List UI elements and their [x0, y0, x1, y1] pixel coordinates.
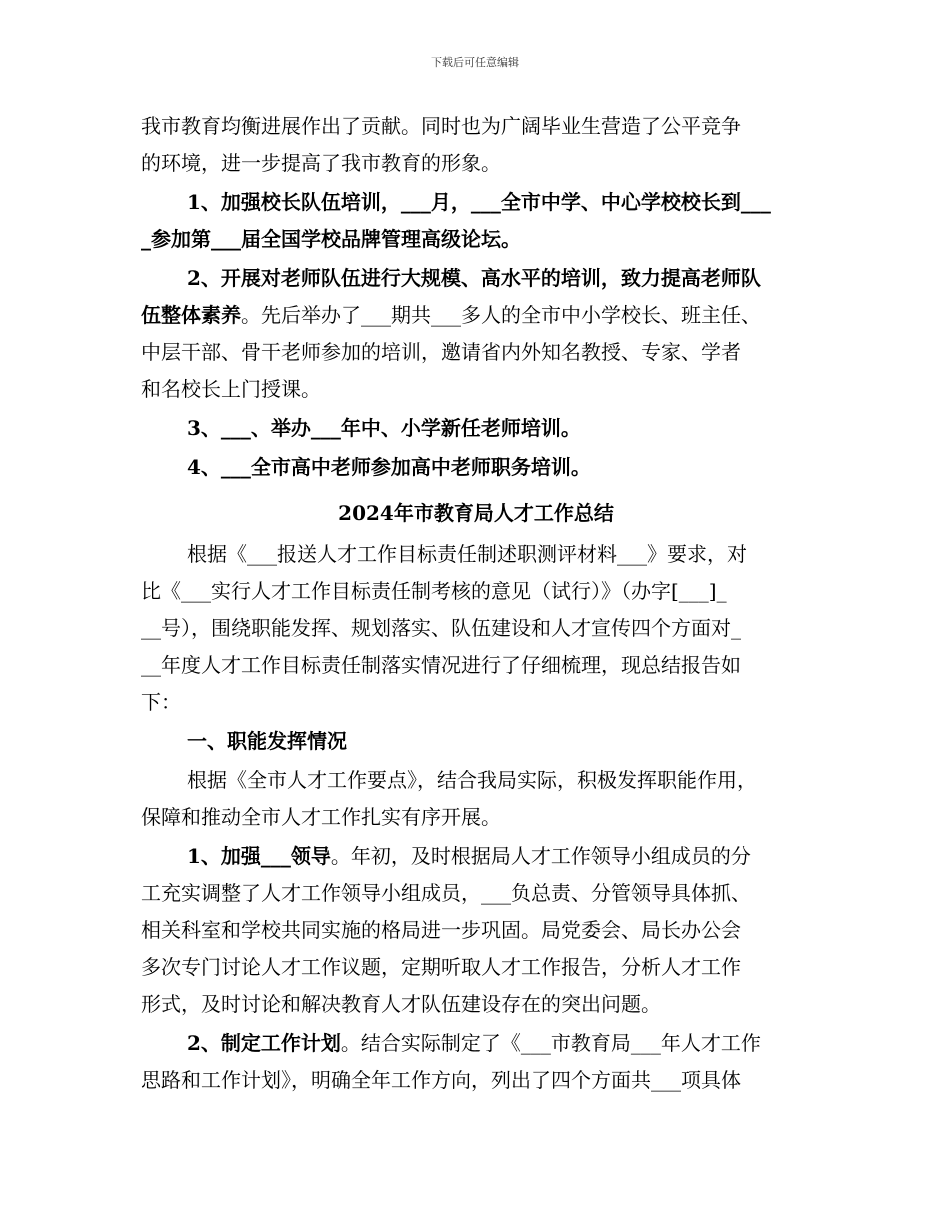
paragraph-line: 工充实调整了人才工作领导小组成员，___负总责、分管领导具体抓、	[141, 881, 751, 905]
document-body	[141, 108, 811, 1099]
paragraph-line: __年度人才工作目标责任制落实情况进行了仔细梳理，现总结报告如	[141, 653, 741, 677]
list-item-1: 1、加强校长队伍培训，___月，___全市中学、中心学校校长到___	[187, 190, 771, 214]
paragraph-line: 多次专门讨论人才工作议题，定期听取人才工作报告，分析人才工作	[141, 955, 741, 979]
list-item-1-cont: _参加第___届全国学校品牌管理高级论坛。	[141, 227, 521, 251]
list-item-4: 4、___全市高中老师参加高中老师职务培训。	[187, 455, 591, 479]
page-header: 下载后可任意编辑	[431, 56, 519, 69]
paragraph-line: 中层干部、骨干老师参加的培训，邀请省内外知名教授、专家、学者	[141, 340, 741, 364]
section-title: 2024年市教育局人才工作总结	[338, 501, 614, 525]
paragraph-line: 根据《___报送人才工作目标责任制述职测评材料___》要求，对	[187, 542, 747, 566]
paragraph-line: 形式，及时讨论和解决教育人才队伍建设存在的突出问题。	[141, 992, 661, 1016]
paragraph-line: 的环境，进一步提高了我市教育的形象。	[141, 151, 501, 175]
bold-run: 1、加强___领导	[187, 844, 331, 868]
bold-run: 伍整体素养	[141, 303, 241, 327]
paragraph-line: 思路和工作计划》，明确全年工作方向，列出了四个方面共___项具体	[141, 1068, 741, 1092]
bold-run: 2、制定工作计划	[187, 1031, 341, 1055]
list-item-3: 3、___、举办___年中、小学新任老师培训。	[187, 416, 581, 440]
text-run: 。年初，及时根据局人才工作领导小组成员的分	[330, 844, 751, 868]
list-item-2: 2、开展对老师队伍进行大规模、高水平的培训，致力提高老师队	[187, 266, 761, 290]
text-run: 。结合实际制定了《___市教育局___年人才工作	[340, 1031, 761, 1055]
subsection-heading: 一、职能发挥情况	[187, 729, 347, 753]
paragraph-line: 保障和推动全市人才工作扎实有序开展。	[141, 805, 501, 829]
list-item-2-cont	[141, 297, 811, 334]
paragraph-line: 和名校长上门授课。	[141, 377, 321, 401]
paragraph-line: 根据《全市人才工作要点》，结合我局实际，积极发挥职能作用，	[187, 768, 757, 792]
paragraph-line: __号），围绕职能发挥、规划落实、队伍建设和人才宣传四个方面对_	[141, 616, 741, 640]
paragraph-line: 下：	[141, 690, 181, 714]
paragraph-line: 比《___实行人才工作目标责任制考核的意见（试行）》（办字[___]_	[141, 579, 727, 603]
list-item-plan	[141, 1025, 811, 1062]
list-item-leadership	[141, 838, 811, 875]
paragraph-line: 我市教育均衡进展作出了贡献。同时也为广阔毕业生营造了公平竞争	[141, 114, 741, 138]
text-run: 。先后举办了___期共___多人的全市中小学校长、班主任、	[241, 303, 761, 327]
paragraph-line: 相关科室和学校共同实施的格局进一步巩固。局党委会、局长办公会	[141, 918, 741, 942]
